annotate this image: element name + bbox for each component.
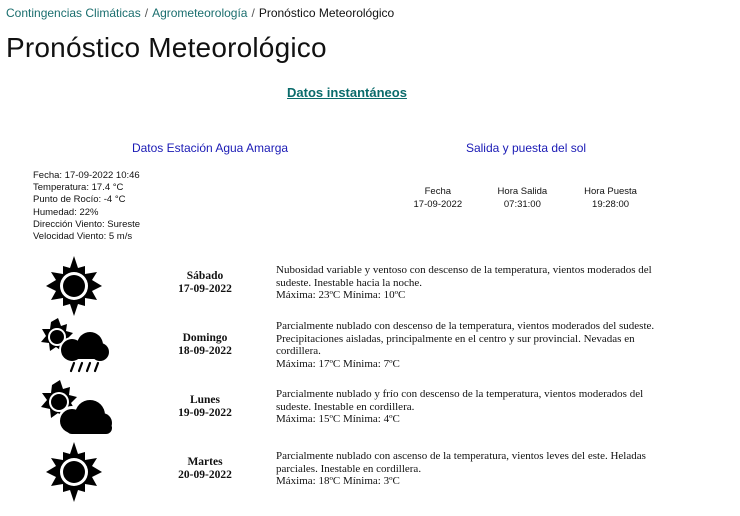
instant-data-link-wrapper xyxy=(0,84,694,102)
instant-data-link[interactable]: Datos instantáneos xyxy=(287,85,407,100)
station-date: Fecha: 17-09-2022 10:46 xyxy=(33,170,140,181)
forecast-row xyxy=(0,316,740,378)
station-dew-point: Punto de Rocío: -4 °C xyxy=(33,194,126,206)
breadcrumb-separator: / xyxy=(144,6,149,20)
forecast-row xyxy=(0,254,740,316)
forecast-temps: Máxima: 17ºC Mínima: 7ºC xyxy=(276,357,400,370)
forecast-date: 19-09-2022 xyxy=(178,407,232,419)
forecast-date: 17-09-2022 xyxy=(178,283,232,295)
breadcrumb-separator: / xyxy=(251,6,255,20)
forecast-day-name: Lunes xyxy=(189,394,221,406)
station-title: Datos Estación Agua Amarga xyxy=(131,141,289,155)
forecast-text: Parcialmente nublado con ascenso de la temperatura, vientos leves del este. Heladas parciales. Inestable en cordillera. xyxy=(276,450,646,475)
forecast-description xyxy=(276,264,681,302)
sun-header-date: Fecha xyxy=(424,186,452,197)
sun-sunset: 19:28:00 xyxy=(592,198,630,210)
breadcrumb-link-contingencias[interactable]: Contingencias Climáticas xyxy=(6,6,141,20)
station-info xyxy=(33,170,140,243)
forecast-temps: Máxima: 18ºC Mínima: 3ºC xyxy=(276,475,400,488)
forecast-description xyxy=(276,450,681,488)
sun-sunrise: 07:31:00 xyxy=(503,198,541,210)
forecast-day xyxy=(160,394,250,420)
forecast-row xyxy=(0,378,740,440)
station-humidity: Humedad: 22% xyxy=(33,206,99,218)
forecast-description xyxy=(276,388,681,426)
forecast-temps: Máxima: 15ºC Mínima: 4ºC xyxy=(276,413,400,426)
forecast-description xyxy=(276,320,681,370)
forecast-day xyxy=(160,332,250,358)
forecast-day-name: Sábado xyxy=(186,270,224,282)
sun-table xyxy=(396,186,656,211)
forecast-text: Parcialmente nublado y frío con descenso de la temperatura, vientos moderados del sudeste. Inestable en cordillera. xyxy=(276,388,644,413)
forecast-date: 18-09-2022 xyxy=(178,345,232,357)
breadcrumb-current: Pronóstico Meteorológico xyxy=(258,6,395,20)
forecast-day xyxy=(160,270,250,296)
forecast-row xyxy=(0,440,740,502)
sun-cloud-rain-icon xyxy=(36,316,112,378)
station-wind-speed: Velocidad Viento: 5 m/s xyxy=(33,231,133,243)
forecast-day xyxy=(160,456,250,482)
sun-header-sunrise: Hora Salida xyxy=(497,186,548,197)
forecast-text: Nubosidad variable y ventoso con descenso de la temperatura, vientos moderados del sudeste. Inestable hacia la noche. xyxy=(276,264,652,289)
forecast-temps: Máxima: 23ºC Mínima: 10ºC xyxy=(276,289,406,302)
sun-title: Salida y puesta del sol xyxy=(465,141,587,155)
forecast-text: Parcialmente nublado con descenso de la temperatura, vientos moderados del sudeste. Precipitaciones aisladas, principalmente en el centro y sur provincial. Nevadas en cordillera. xyxy=(276,320,655,358)
station-temperature: Temperatura: 17.4 °C xyxy=(33,182,124,194)
sun-table-value-row xyxy=(396,199,656,212)
sun-table-header-row xyxy=(396,186,656,199)
station-wind-direction: Dirección Viento: Sureste xyxy=(33,218,141,230)
forecast-day-name: Martes xyxy=(187,456,223,468)
sun-icon xyxy=(36,440,112,502)
forecast-date: 20-09-2022 xyxy=(178,469,232,481)
breadcrumb-link-agrometeorologia[interactable]: Agrometeorología xyxy=(152,6,248,20)
breadcrumb xyxy=(6,6,394,20)
forecast-day-name: Domingo xyxy=(182,332,228,344)
sun-icon xyxy=(36,254,112,316)
sun-header-sunset: Hora Puesta xyxy=(584,186,637,197)
page-title: Pronóstico Meteorológico xyxy=(6,32,327,63)
sun-date: 17-09-2022 xyxy=(413,198,463,210)
sun-cloud-icon xyxy=(36,378,112,440)
